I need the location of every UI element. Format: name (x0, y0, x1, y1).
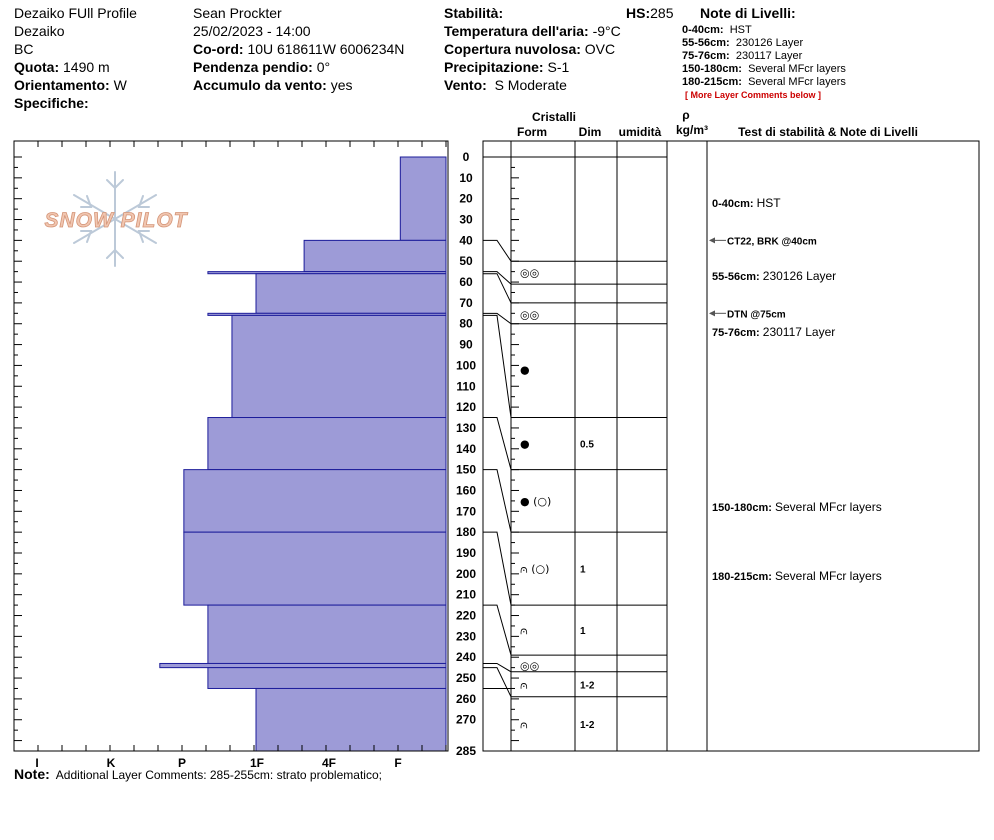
crystal-form: ⩀ (520, 624, 528, 638)
crystal-form: ◎◎ (520, 266, 540, 280)
layer-comment-text: 230126 Layer (762, 268, 837, 283)
boundary-connector (483, 315, 511, 417)
hardness-tick-label: P (177, 756, 187, 770)
depth-tick-label: 180 (455, 525, 477, 540)
aspect: Orientamento: W (14, 77, 127, 93)
elevation: Quota: 1490 m (14, 59, 110, 75)
boundary-connector (483, 240, 511, 261)
crystal-size: 1 (580, 626, 586, 638)
layer-comment-text: Several MFcr layers (775, 500, 882, 515)
hardness-tick-label: I (35, 756, 39, 770)
wind: Vento: S Moderate (444, 77, 567, 93)
hardness-tick-label: 4F (321, 756, 337, 770)
test-arrow-icon (709, 310, 715, 316)
depth-tick-label: 10 (459, 170, 473, 185)
crystal-size: 1-2 (580, 680, 595, 692)
crystal-size: 1 (580, 564, 586, 576)
hardness-tick-label: 1F (249, 756, 265, 770)
location-name: Dezaiko (14, 23, 65, 39)
depth-tick-label: 80 (459, 316, 473, 331)
stability: Stabilità: (444, 5, 504, 21)
header-density-unit: kg/m³ (675, 123, 709, 137)
crystal-form: ⩀ (520, 717, 528, 731)
boundary-connector (483, 274, 511, 303)
boundary-connector (483, 418, 511, 470)
cloud-cover: Copertura nuvolosa: OVC (444, 41, 616, 57)
layer-note: 75-76cm: 230117 Layer (682, 50, 803, 62)
layer-comment (712, 196, 781, 210)
depth-tick-label: 50 (459, 254, 473, 269)
layer-comment-range: 180-215cm: (712, 570, 775, 583)
test-arrow-icon (709, 237, 715, 243)
layer-comment-range: 55-56cm: (712, 270, 763, 283)
stability-test-label: CT22, BRK @40cm (727, 236, 817, 248)
hardness-bar (208, 605, 446, 663)
crystal-size: 1-2 (580, 719, 595, 731)
depth-tick-label: 220 (455, 608, 477, 623)
layer-note: 180-215cm: Several MFcr layers (682, 76, 846, 88)
crystal-form: ● (520, 363, 530, 377)
depth-tick-label: 110 (456, 379, 476, 394)
depth-tick-label: 200 (455, 566, 477, 581)
slope-angle: Pendenza pendio: 0° (193, 59, 331, 75)
layer-comment-text: HST (756, 195, 781, 210)
crystal-size: 0.5 (580, 439, 594, 451)
hardness-tick-label: K (106, 756, 116, 770)
depth-tick-label: 20 (459, 191, 473, 206)
layer-comment-text: Several MFcr layers (775, 568, 882, 583)
more-comments-link[interactable]: [ More Layer Comments below ] (685, 90, 822, 100)
header-dim: Dim (578, 125, 602, 139)
wind-loading: Accumulo da vento: yes (193, 77, 353, 93)
footer-note: Note: Additional Layer Comments: 285-255cm: strato problematico; (14, 766, 382, 782)
hardness-bar (256, 688, 446, 751)
date-time: 25/02/2023 - 14:00 (193, 23, 311, 39)
stability-tests (709, 196, 882, 583)
observer: Sean Prockter (193, 5, 282, 21)
hardness-bar (256, 274, 446, 314)
depth-tick-label: 190 (455, 546, 477, 560)
hardness-bar (400, 157, 446, 240)
depth-tick-label: 270 (455, 712, 477, 727)
layer-note: 0-40cm: HST (682, 24, 752, 36)
depth-tick-label: 30 (459, 212, 473, 227)
hardness-bar (160, 663, 446, 667)
layer-comment (712, 325, 835, 339)
boundary-connector (483, 532, 511, 605)
depth-tick-label: 240 (455, 650, 477, 665)
hardness-bar (208, 668, 446, 689)
depth-tick-label: 285 (455, 744, 477, 758)
layer-comment (712, 569, 882, 583)
depth-tick-label: 60 (459, 275, 473, 290)
hardness-bar (208, 418, 446, 470)
layer-comment (712, 269, 836, 283)
depth-tick-label: 120 (455, 400, 477, 415)
layer-comment-range: 150-180cm: (712, 502, 775, 515)
depth-tick-label: 90 (459, 337, 473, 352)
layer-comment (712, 500, 882, 514)
depth-tick-label: 40 (459, 233, 473, 248)
hardness-bar (232, 315, 446, 417)
layer-comment-range: 75-76cm: (712, 327, 763, 340)
watermark-text: SNOW PILOT (44, 209, 188, 232)
header-cristalli: Cristalli (531, 110, 577, 124)
crystal-form: ◎◎ (520, 308, 540, 322)
layer-comment-text: 230117 Layer (762, 325, 836, 340)
depth-tick-label: 70 (459, 295, 473, 310)
hardness-bar (304, 240, 446, 271)
hardness-bars (160, 157, 446, 751)
depth-tick-label: 160 (455, 483, 477, 498)
coordinates: Co-ord: 10U 618611W 6006234N (193, 41, 405, 57)
depth-tick-label: 130 (455, 420, 477, 435)
crystal-form: ● (520, 437, 530, 451)
header-form: Form (517, 125, 547, 139)
depth-tick-label: 150 (455, 462, 477, 477)
hardness-tick-label: F (394, 756, 402, 770)
hardness-bar (184, 470, 446, 533)
crystal-form: ● (○) (520, 494, 552, 508)
profile-title: Dezaiko FUll Profile (14, 5, 137, 21)
depth-tick-label: 260 (455, 691, 477, 706)
crystal-form: ⩀ (○) (520, 562, 550, 576)
depth-tick-label: 210 (455, 587, 477, 602)
layer-notes-title: Note di Livelli: (700, 5, 796, 21)
depth-tick-label: 0 (462, 150, 470, 164)
boundary-connector (483, 470, 511, 533)
hardness-bar (184, 532, 446, 605)
stability-test-label: DTN @75cm (727, 309, 786, 321)
region: BC (14, 41, 34, 57)
depth-tick-label: 230 (455, 629, 477, 644)
header-tests: Test di stabilità & Note di Livelli (738, 125, 918, 139)
layer-note: 55-56cm: 230126 Layer (682, 37, 804, 49)
crystal-form: ◎◎ (520, 659, 540, 673)
header-rho: ρ (682, 108, 690, 122)
depth-tick-label: 170 (455, 504, 477, 519)
layer-table-frame (483, 141, 979, 751)
boundary-connector (483, 605, 511, 655)
precipitation: Precipitazione: S-1 (444, 59, 570, 75)
layer-comment-range: 0-40cm: (712, 197, 757, 210)
boundary-connector (483, 668, 511, 697)
depth-tick-label: 140 (455, 441, 477, 456)
layer-note: 150-180cm: Several MFcr layers (682, 63, 846, 75)
depth-tick-label: 250 (455, 671, 477, 686)
specifics: Specifiche: (14, 95, 89, 111)
snow-height: HS:285 (626, 5, 674, 21)
crystal-form: ⩀ (520, 678, 528, 692)
depth-tick-label: 100 (455, 358, 477, 373)
header-wetness: umidità (618, 125, 662, 139)
air-temperature: Temperatura dell'aria: -9°C (444, 23, 621, 39)
snowpilot-watermark (45, 172, 189, 266)
